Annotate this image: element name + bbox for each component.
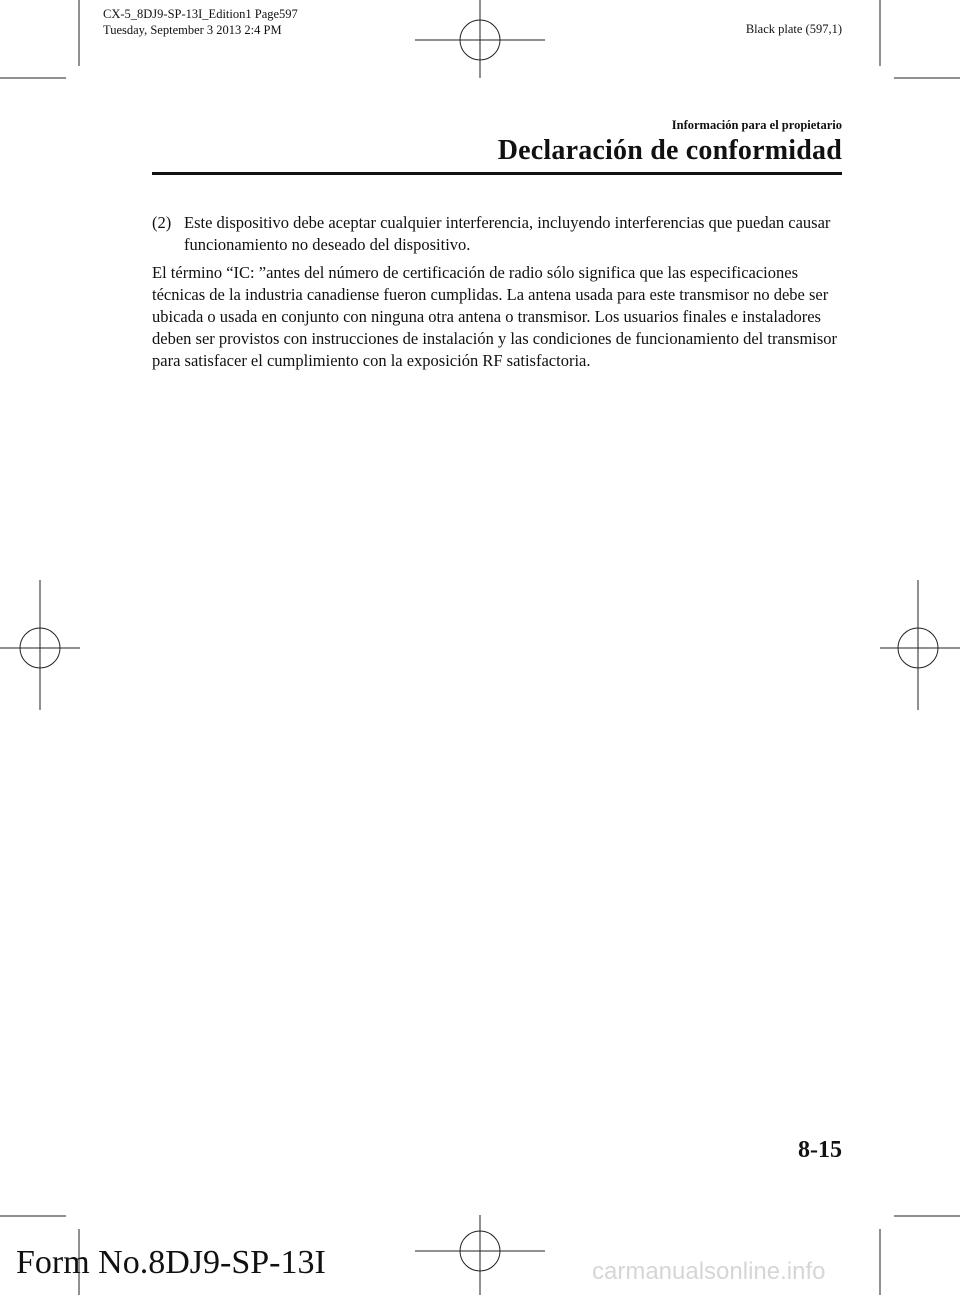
print-job-file: CX-5_8DJ9-SP-13I_Edition1 Page597: [103, 7, 298, 21]
print-job-date: Tuesday, September 3 2013 2:4 PM: [103, 23, 282, 37]
body-paragraph: El término “IC: ”antes del número de certificación de radio sólo significa que las especificaciones técnicas de la industria canadiense fueron cumplidas. La antena usada para este transmisor no debe ser ubicada o usada en conjunto con ninguna otra antena o transmisor. Los usuarios finales e instaladores deben ser provistos con instrucciones de instalación y las condiciones de funcionamiento del transmisor para satisfacer el cumplimiento con la exposición RF satisfactoria.: [152, 263, 838, 370]
watermark: carmanualsonline.info: [592, 1258, 826, 1285]
page-content: [152, 212, 842, 389]
registration-mark-top: [415, 0, 545, 78]
header-rule: [152, 172, 842, 175]
section-title: Declaración de conformidad: [497, 135, 842, 166]
section-subtitle: Información para el propietario: [671, 118, 842, 132]
form-number: Form No.8DJ9-SP-13I: [16, 1244, 326, 1281]
registration-mark-bottom: [415, 1215, 545, 1295]
plate-label: Black plate (597,1): [745, 22, 842, 36]
registration-mark-left: [0, 580, 80, 710]
registration-mark-right: [880, 580, 960, 710]
page-number: 8-15: [798, 1137, 842, 1163]
print-job-info: [103, 6, 298, 38]
list-item-text: Este dispositivo debe aceptar cualquier interferencia, incluyendo interferencias que puedan causar funcionamiento no deseado del dispositivo.: [184, 213, 831, 254]
list-item: [152, 212, 842, 256]
list-item-number: (2): [152, 213, 172, 232]
